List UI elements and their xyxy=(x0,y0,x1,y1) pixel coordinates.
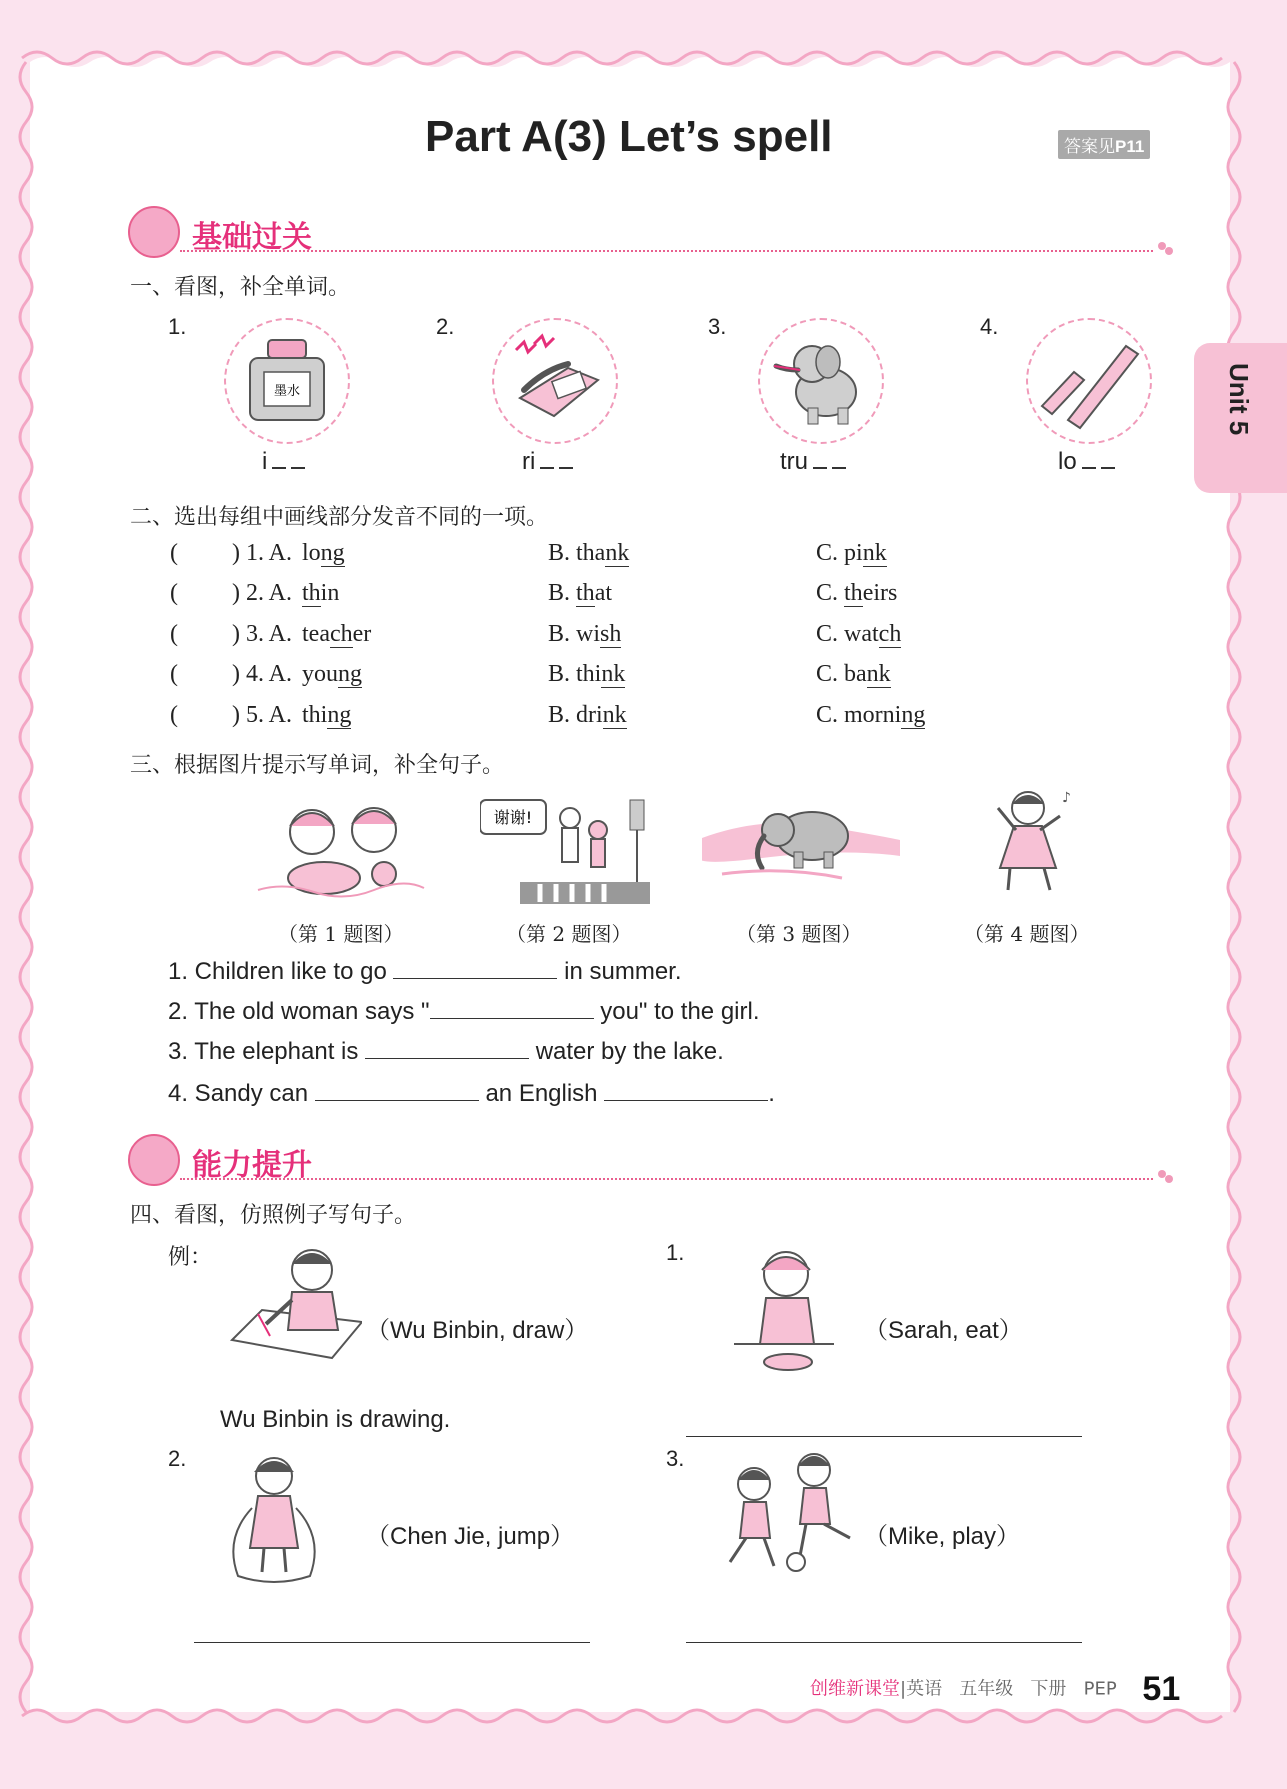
option-text-part: eirs xyxy=(862,580,898,606)
dotted-divider xyxy=(180,250,1153,252)
option-text-part: B. wi xyxy=(548,621,601,647)
girl-eating-image xyxy=(730,1240,840,1380)
q3-caption-4: （第 4 题图） xyxy=(964,922,1090,946)
q2-option-a xyxy=(302,580,339,607)
option-text-part: ng xyxy=(320,540,345,566)
q3-sentence-2 xyxy=(168,998,760,1026)
q2-row-number: 5. A. xyxy=(246,702,293,728)
q4-example-hint: （Wu Binbin, draw） xyxy=(366,1317,589,1344)
letter-blank[interactable] xyxy=(1101,449,1115,469)
q3-caption-1: （第 1 题图） xyxy=(278,922,404,946)
option-text-part: ng xyxy=(338,661,362,687)
answer-blank[interactable] xyxy=(430,998,594,1019)
answer-parentheses[interactable]: ( ) xyxy=(170,661,240,687)
q4-item-2-number: 2. xyxy=(168,1446,187,1471)
answer-ref-page: P11 xyxy=(1115,137,1145,156)
q1-item-1-prefix: i xyxy=(262,448,268,475)
q2-option-b xyxy=(548,580,612,607)
answer-parentheses[interactable]: ( ) xyxy=(170,702,240,728)
option-text-part: B. xyxy=(548,580,577,606)
option-text-part: nk xyxy=(866,661,891,687)
footer-brand: 创维新课堂 xyxy=(810,1678,900,1700)
q1-item-4-word[interactable] xyxy=(1058,448,1115,476)
q4-item-2-answer-line[interactable] xyxy=(194,1642,590,1643)
section-basic-title: 基础过关 xyxy=(192,220,312,255)
option-text-part: in xyxy=(320,580,340,606)
q1-heading: 一、看图，补全单词。 xyxy=(130,275,351,300)
footer-grade: 五年级 xyxy=(959,1678,1014,1700)
option-text-part: nk xyxy=(862,540,887,566)
answer-blank[interactable] xyxy=(365,1038,529,1059)
option-text-part: C. wat xyxy=(816,621,879,647)
q4-item-3-answer-line[interactable] xyxy=(686,1642,1082,1643)
letter-blank[interactable] xyxy=(272,449,286,469)
q1-item-1-word[interactable] xyxy=(262,448,305,476)
q2-option-c xyxy=(816,702,925,729)
girl-singing-image xyxy=(980,786,1076,898)
q2-row-number: 2. A. xyxy=(246,580,293,606)
answer-blank[interactable] xyxy=(315,1080,479,1101)
q2-option-b xyxy=(548,702,627,729)
sentence-text: 2. The old woman says " xyxy=(168,998,430,1025)
q1-item-1-number: 1. xyxy=(168,314,187,339)
q4-heading: 四、看图，仿照例子写句子。 xyxy=(130,1203,417,1228)
footer-edition: PEP xyxy=(1083,1678,1117,1700)
unit-tab[interactable] xyxy=(1194,343,1287,493)
q2-option-a xyxy=(302,661,362,688)
sentence-text: you" to the girl. xyxy=(600,998,760,1025)
dots-ornament-icon xyxy=(1157,1170,1173,1186)
sentence-text: water by the lake. xyxy=(535,1038,724,1065)
section-advanced-title: 能力提升 xyxy=(192,1148,312,1183)
option-text-part: you xyxy=(302,661,338,687)
ringing-phone-image xyxy=(492,318,618,444)
boys-playing-football-image xyxy=(716,1448,860,1578)
q1-item-2-prefix: ri xyxy=(522,448,536,475)
sentence-text: 3. The elephant is xyxy=(168,1038,359,1065)
q2-option-b xyxy=(548,621,621,648)
page-number: 51 xyxy=(1142,1670,1181,1708)
q3-sentence-1 xyxy=(168,958,682,986)
children-swimming-image xyxy=(254,790,430,900)
page-footer xyxy=(810,1670,1180,1709)
option-text-part: nk xyxy=(601,661,626,687)
answer-blank[interactable] xyxy=(393,958,557,979)
q2-row-number: 1. A. xyxy=(246,540,293,566)
option-text-part: B. dri xyxy=(548,702,603,728)
q2-option-c xyxy=(816,580,897,607)
answer-parentheses[interactable]: ( ) xyxy=(170,621,240,647)
option-text-part: at xyxy=(594,580,613,606)
q3-caption-2: （第 2 题图） xyxy=(506,922,632,946)
boy-drawing-image xyxy=(222,1240,362,1364)
q1-item-2-word[interactable] xyxy=(522,448,573,476)
answer-parentheses[interactable]: ( ) xyxy=(170,540,240,566)
sentence-text: . xyxy=(768,1080,775,1107)
option-text-part: lo xyxy=(302,540,321,566)
q2-option-c xyxy=(816,661,891,688)
elephant-drinking-image xyxy=(702,796,900,896)
q1-item-4-number: 4. xyxy=(980,314,999,339)
rulers-image xyxy=(1026,318,1152,444)
footer-term: 下册 xyxy=(1030,1678,1067,1700)
dots-ornament-icon xyxy=(1157,242,1173,258)
q2-option-c xyxy=(816,621,901,648)
option-text-part: sh xyxy=(600,621,622,647)
option-text-part: nk xyxy=(602,702,627,728)
option-text-part: C. pi xyxy=(816,540,863,566)
q2-option-b xyxy=(548,661,625,688)
q4-item-1-hint: （Sarah, eat） xyxy=(864,1317,1023,1344)
option-text-part: thi xyxy=(302,702,328,728)
option-text-part: th xyxy=(844,580,863,606)
q3-caption-3: （第 3 题图） xyxy=(736,922,862,946)
q2-option-a xyxy=(302,702,351,729)
option-text-part: C. xyxy=(816,580,845,606)
letter-blank[interactable] xyxy=(1082,449,1096,469)
q4-example-label: 例： xyxy=(168,1245,213,1270)
option-text-part: nk xyxy=(605,540,630,566)
option-text-part: B. tha xyxy=(548,540,606,566)
q2-row-number: 4. A. xyxy=(246,661,293,687)
q3-sentence-4 xyxy=(168,1080,775,1108)
q4-example-answer: Wu Binbin is drawing. xyxy=(220,1406,451,1433)
q4-item-1-answer-line[interactable] xyxy=(686,1436,1082,1437)
q1-item-3-word[interactable] xyxy=(780,448,846,476)
footer-subject: 英语 xyxy=(906,1678,943,1700)
q2-option-c xyxy=(816,540,887,567)
option-text-part: B. thi xyxy=(548,661,602,687)
q4-item-1-number: 1. xyxy=(666,1240,685,1265)
q1-item-3-prefix: tru xyxy=(780,448,809,475)
bubble-text: 谢谢! xyxy=(493,808,533,827)
crosswalk-thanks-image xyxy=(480,796,658,908)
svg-text:♪: ♪ xyxy=(1062,790,1071,806)
girl-jumping-rope-image xyxy=(218,1448,328,1588)
page-title: Part A(3) Let’s spell xyxy=(425,112,833,161)
sentence-text: an English xyxy=(485,1080,598,1107)
sentence-text: in summer. xyxy=(564,958,682,985)
q4-item-3-number: 3. xyxy=(666,1446,685,1471)
q3-heading: 三、根据图片提示写单词，补全句子。 xyxy=(130,753,505,778)
footer-separator: | xyxy=(900,1678,907,1700)
letter-blank[interactable] xyxy=(832,449,846,469)
option-text-part: er xyxy=(352,621,372,647)
q4-item-2-hint: （Chen Jie, jump） xyxy=(366,1523,575,1550)
option-text-part: th xyxy=(302,580,321,606)
q4-item-3-hint: （Mike, play） xyxy=(864,1523,1021,1550)
q1-item-3-number: 3. xyxy=(708,314,727,339)
section-basic-header xyxy=(128,206,1173,258)
option-text-part: tea xyxy=(302,621,330,647)
q2-option-a xyxy=(302,621,371,648)
option-text-part: C. morni xyxy=(816,702,902,728)
option-text-part: C. ba xyxy=(816,661,867,687)
answer-blank[interactable] xyxy=(604,1080,768,1101)
elephant-image xyxy=(758,318,884,444)
letter-blank[interactable] xyxy=(559,449,573,469)
cartoon-badge-icon xyxy=(128,1134,180,1186)
q2-option-b xyxy=(548,540,629,567)
ink-bottle-image xyxy=(224,318,350,444)
letter-blank[interactable] xyxy=(291,449,305,469)
q3-sentence-3 xyxy=(168,1038,724,1066)
option-text-part: ng xyxy=(901,702,926,728)
answer-reference-badge xyxy=(1058,130,1150,159)
ink-label-text: 墨水 xyxy=(273,384,301,399)
answer-ref-prefix: 答案见 xyxy=(1064,137,1115,157)
sentence-text: 1. Children like to go xyxy=(168,958,387,985)
q1-item-4-prefix: lo xyxy=(1058,448,1077,475)
unit-tab-label: Unit 5 xyxy=(1224,363,1254,436)
q2-heading: 二、选出每组中画线部分发音不同的一项。 xyxy=(130,505,549,530)
answer-parentheses[interactable]: ( ) xyxy=(170,580,240,606)
q2-option-a xyxy=(302,540,345,567)
letter-blank[interactable] xyxy=(813,449,827,469)
letter-blank[interactable] xyxy=(540,449,554,469)
dotted-divider xyxy=(180,1178,1153,1180)
option-text-part: ch xyxy=(878,621,902,647)
q1-item-2-number: 2. xyxy=(436,314,455,339)
sentence-text: 4. Sandy can xyxy=(168,1080,309,1107)
cartoon-badge-icon xyxy=(128,206,180,258)
section-advanced-header xyxy=(128,1134,1173,1186)
option-text-part: ch xyxy=(329,621,353,647)
q2-row-number: 3. A. xyxy=(246,621,293,647)
option-text-part: th xyxy=(576,580,595,606)
option-text-part: ng xyxy=(327,702,352,728)
